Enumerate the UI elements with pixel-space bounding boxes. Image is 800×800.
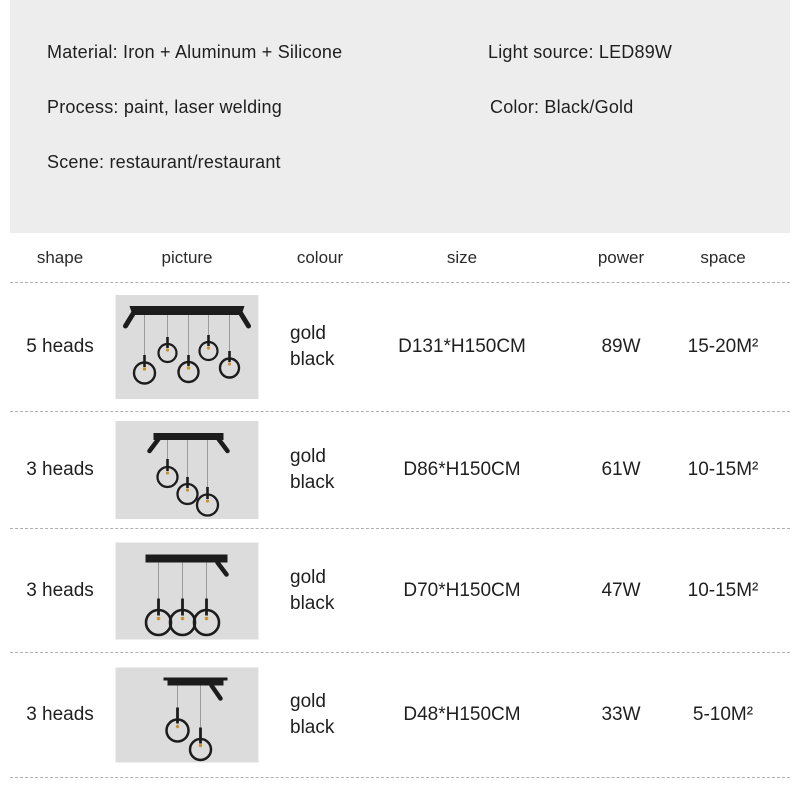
pendant-lamp-3-heads-staggered-illustration: [116, 421, 259, 519]
space-value: 10-15M²: [687, 579, 759, 601]
table-header-row: [10, 233, 790, 283]
color-info: Color: Black/Gold: [490, 97, 634, 117]
colour-line-1: gold: [290, 446, 326, 467]
shape-value: 3 heads: [26, 579, 94, 601]
colour-line-2: black: [290, 717, 335, 738]
header-picture: picture: [161, 247, 213, 267]
product-picture: [116, 295, 259, 399]
process-info: Process: paint, laser welding: [47, 97, 282, 117]
shape-value: 5 heads: [26, 336, 94, 357]
colour-line-2: black: [290, 472, 335, 493]
colour-line-2: black: [290, 592, 335, 614]
table-row: [10, 529, 790, 653]
table-row: [10, 283, 790, 412]
header-shape: shape: [36, 247, 84, 267]
pendant-lamp-3-heads-aligned-illustration: [116, 542, 259, 639]
header-colour: colour: [296, 247, 344, 267]
colour-line-1: gold: [290, 323, 326, 344]
colour-value: [290, 565, 334, 617]
shape-value: 3 heads: [26, 459, 94, 480]
space-value: 15-20M²: [687, 336, 759, 357]
power-value: 47W: [601, 579, 641, 601]
colour-line-1: gold: [290, 566, 326, 588]
product-picture: [116, 542, 259, 639]
scene-info: Scene: restaurant/restaurant: [47, 152, 281, 172]
colour-value: [290, 689, 334, 741]
power-value: 33W: [601, 704, 641, 725]
size-value: D70*H150CM: [403, 579, 521, 601]
colour-value: [290, 321, 334, 373]
product-picture: [116, 668, 259, 763]
spec-table: [10, 233, 790, 778]
power-value: 89W: [601, 336, 641, 357]
power-value: 61W: [601, 459, 641, 480]
table-row: [10, 653, 790, 778]
product-picture: [116, 421, 259, 519]
colour-line-1: gold: [290, 691, 326, 712]
space-value: 5-10M²: [692, 704, 754, 725]
header-size: size: [446, 247, 478, 267]
space-value: 10-15M²: [687, 459, 759, 480]
header-space: space: [700, 247, 746, 267]
pendant-lamp-5-heads-illustration: [116, 295, 259, 399]
material-info: Material: Iron + Aluminum + Silicone: [47, 42, 343, 62]
size-value: D48*H150CM: [403, 704, 521, 725]
table-row: [10, 412, 790, 529]
pendant-lamp-two-rings-illustration: [116, 668, 259, 763]
colour-line-2: black: [290, 349, 335, 370]
size-value: D86*H150CM: [403, 459, 521, 480]
size-value: D131*H150CM: [398, 336, 526, 357]
light-source-info: Light source: LED89W: [488, 42, 673, 62]
product-info-panel: [10, 0, 790, 233]
header-power: power: [597, 247, 645, 267]
colour-value: [290, 444, 334, 496]
shape-value: 3 heads: [26, 704, 94, 725]
